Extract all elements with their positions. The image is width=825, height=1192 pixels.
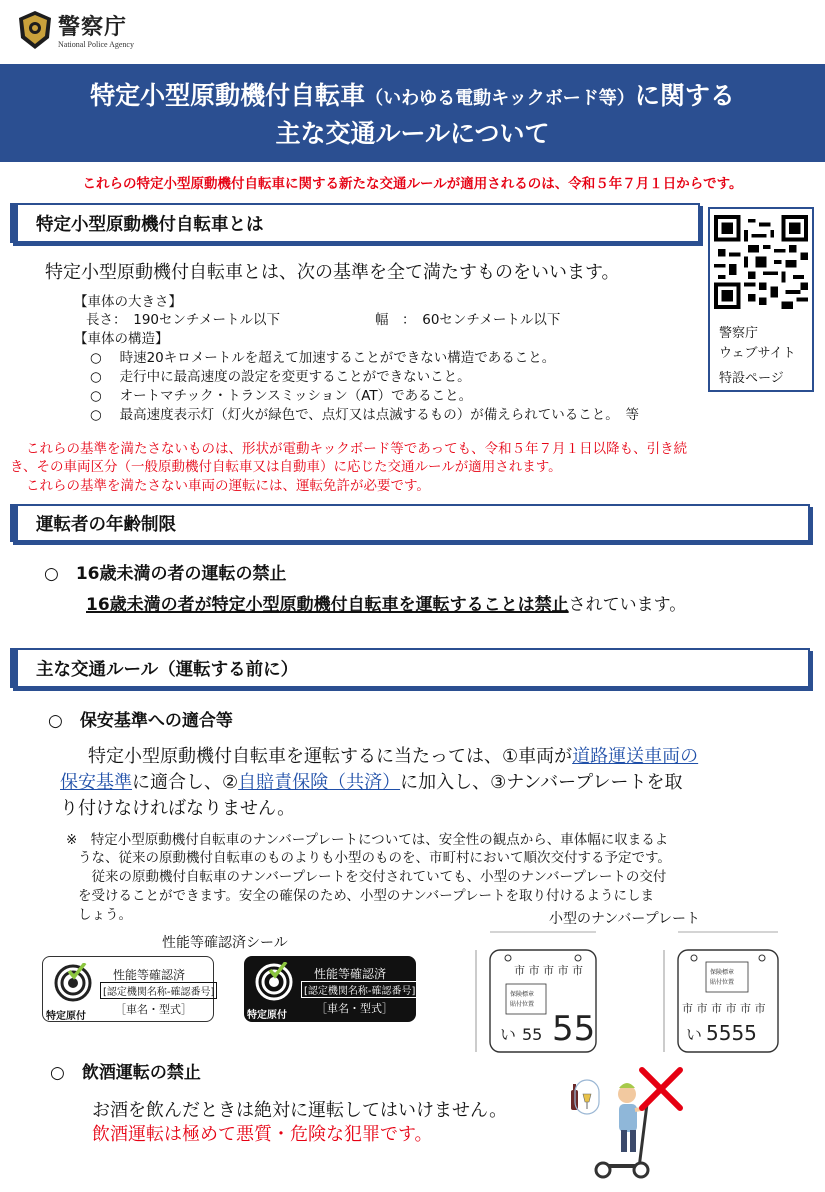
seal-model-text: ［車名・型式］	[115, 1003, 192, 1016]
plate-number-small: 55	[522, 1025, 543, 1044]
small-plate-caption: 小型のナンバープレート	[549, 911, 701, 927]
seal-certified-text: 性能等確認済	[314, 967, 387, 981]
drunk-driving-line-1: お酒を飲んだときは絶対に運転してはいけません。	[92, 1100, 508, 1121]
plate-number-full: 5555	[706, 1021, 757, 1045]
liability-insurance-link[interactable]: 自賠責保険（共済）	[238, 772, 401, 793]
size-width: 幅 ： 60センチメートル以下	[375, 312, 561, 328]
title-line-1: 特定小型原動機付自転車（いわゆる電動キックボード等）に関する	[90, 81, 735, 110]
drunk-driving-line-2: 飲酒運転は極めて悪質・危険な犯罪です。	[92, 1124, 433, 1145]
agency-name: 警察庁	[58, 15, 128, 40]
circle-bullet-icon: ○	[44, 564, 59, 584]
seal-caption: 性能等確認済シール	[162, 935, 288, 951]
section-heading-definition: 特定小型原動機付自転車とは	[10, 203, 700, 243]
plate-note-line: ※ 特定小型原動機付自転車のナンバープレートについては、安全性の観点から、車体幅に収まるよ	[66, 832, 669, 848]
certification-seal-white	[42, 956, 214, 1022]
certification-check-icon	[53, 963, 93, 1003]
small-number-plate-diagrams	[468, 928, 813, 1056]
plate-note-line: 従来の原動機付自転車のナンバープレートを交付されていても、小型のナンバープレートの交付	[78, 869, 667, 885]
plate-hiragana: い	[686, 1025, 703, 1044]
seal-model-text: ［車名・型式］	[316, 1002, 393, 1015]
certification-seal-black	[244, 956, 416, 1022]
safety-paragraph-line: 保安基準に適合し、②自賠責保険（共済）に加入し、③ナンバープレートを取	[60, 772, 683, 793]
vehicle-safety-standard-link[interactable]: 道路運送車両の	[572, 746, 699, 767]
title-banner	[0, 64, 825, 162]
warning-line: き、その車両区分（一般原動機付自転車又は自動車）に応じた交通ルールが適用されます。	[10, 459, 562, 475]
title-line-2: 主な交通ルールについて	[275, 119, 550, 148]
plate-city-text: 市 市 市 市 市 市	[682, 1002, 766, 1015]
qr-label-special-page: 特設ページ	[719, 371, 784, 386]
police-emblem-icon	[16, 10, 54, 50]
circle-bullet-icon: ○	[48, 711, 63, 731]
vehicle-safety-standard-link[interactable]: 保安基準	[60, 772, 132, 793]
plate-note-line: うな、従来の原動機付自転車のものよりも小型のものを、市町村において順次交付する予定です。	[78, 850, 671, 866]
agency-english-name: National Police Agency	[58, 40, 134, 49]
safety-paragraph-line: 特定小型原動機付自転車を運転するに当たっては、①車両が道路運送車両の	[88, 746, 699, 767]
drunk-driving-title: ○ 飲酒運転の禁止	[50, 1063, 201, 1083]
structure-item: ○ オートマチック・トランスミッション（AT）であること。	[90, 388, 473, 404]
section-heading-age-limit: 運転者の年齢制限	[10, 504, 810, 542]
definition-lead: 特定小型原動機付自転車とは、次の基準を全て満たすものをいいます。	[45, 262, 620, 283]
plate-insurance-label: 保険標章	[510, 991, 535, 998]
seal-certifier-number: [認定機関名称-確認番号]	[100, 982, 217, 999]
license-warning: これらの基準を満たさない車両の運転には、運転免許が必要です。	[26, 478, 430, 494]
qr-label-agency: 警察庁	[719, 326, 759, 341]
plate-note-line: を受けることができます。安全の確保のため、小型のナンバープレートを取り付けるようにしま	[78, 888, 655, 904]
plate-insurance-label: 貼付位置	[510, 1001, 535, 1008]
size-length: 長さ： 190センチメートル以下	[86, 312, 280, 328]
age-item-body: 16歳未満の者が特定小型原動機付自転車を運転することは禁止されています。	[86, 595, 687, 615]
structure-heading: 【車体の構造】	[74, 331, 169, 347]
plate-number-large: 55	[552, 1009, 596, 1049]
structure-item: ○ 最高速度表示灯（灯火が緑色で、点灯又は点滅するもの）が備えられていること。 等	[90, 407, 640, 423]
seal-category-tag: 特定原付	[247, 1010, 287, 1021]
plate-hiragana: い	[500, 1025, 517, 1044]
safety-standard-title: ○ 保安基準への適合等	[48, 711, 233, 731]
certification-check-icon	[254, 962, 294, 1002]
circle-bullet-icon: ○	[50, 1063, 65, 1083]
number-plate-type-b	[664, 932, 778, 1052]
effective-date-notice: これらの特定小型原動機付自転車に関する新たな交通ルールが適用されるのは、令和５年７月１日からです。	[82, 176, 743, 192]
plate-city-text: 市 市 市 市 市	[514, 964, 583, 977]
structure-item: ○ 走行中に最高速度の設定を変更することができないこと。	[90, 369, 471, 385]
structure-item: ○ 時速20キロメートルを超えて加速することができない構造であること。	[90, 350, 556, 366]
number-plate-type-a	[476, 932, 596, 1052]
plate-insurance-label: 貼付位置	[710, 979, 735, 986]
seal-certified-text: 性能等確認済	[113, 968, 186, 982]
seal-certifier-number: [認定機関名称-確認番号]	[301, 981, 418, 998]
size-heading: 【車体の大きさ】	[74, 294, 182, 310]
warning-line: これらの基準を満たさないものは、形状が電動キックボード等であっても、令和５年７月１日以降も、引き続	[26, 441, 688, 457]
safety-paragraph-line: り付けなければなりません。	[60, 798, 296, 819]
plate-insurance-label: 保険標章	[710, 969, 735, 976]
section-heading-main-rules: 主な交通ルール（運転する前に）	[10, 648, 810, 688]
alcohol-bottles-icon	[571, 1080, 599, 1114]
plate-note-line: しょう。	[78, 907, 132, 923]
age-item-title: ○ 16歳未満の者の運転の禁止	[44, 564, 287, 584]
prohibited-cross-icon	[636, 1064, 686, 1114]
qr-label-website: ウェブサイト	[719, 346, 796, 361]
seal-category-tag: 特定原付	[46, 1011, 86, 1022]
qr-code-icon[interactable]	[714, 215, 808, 309]
